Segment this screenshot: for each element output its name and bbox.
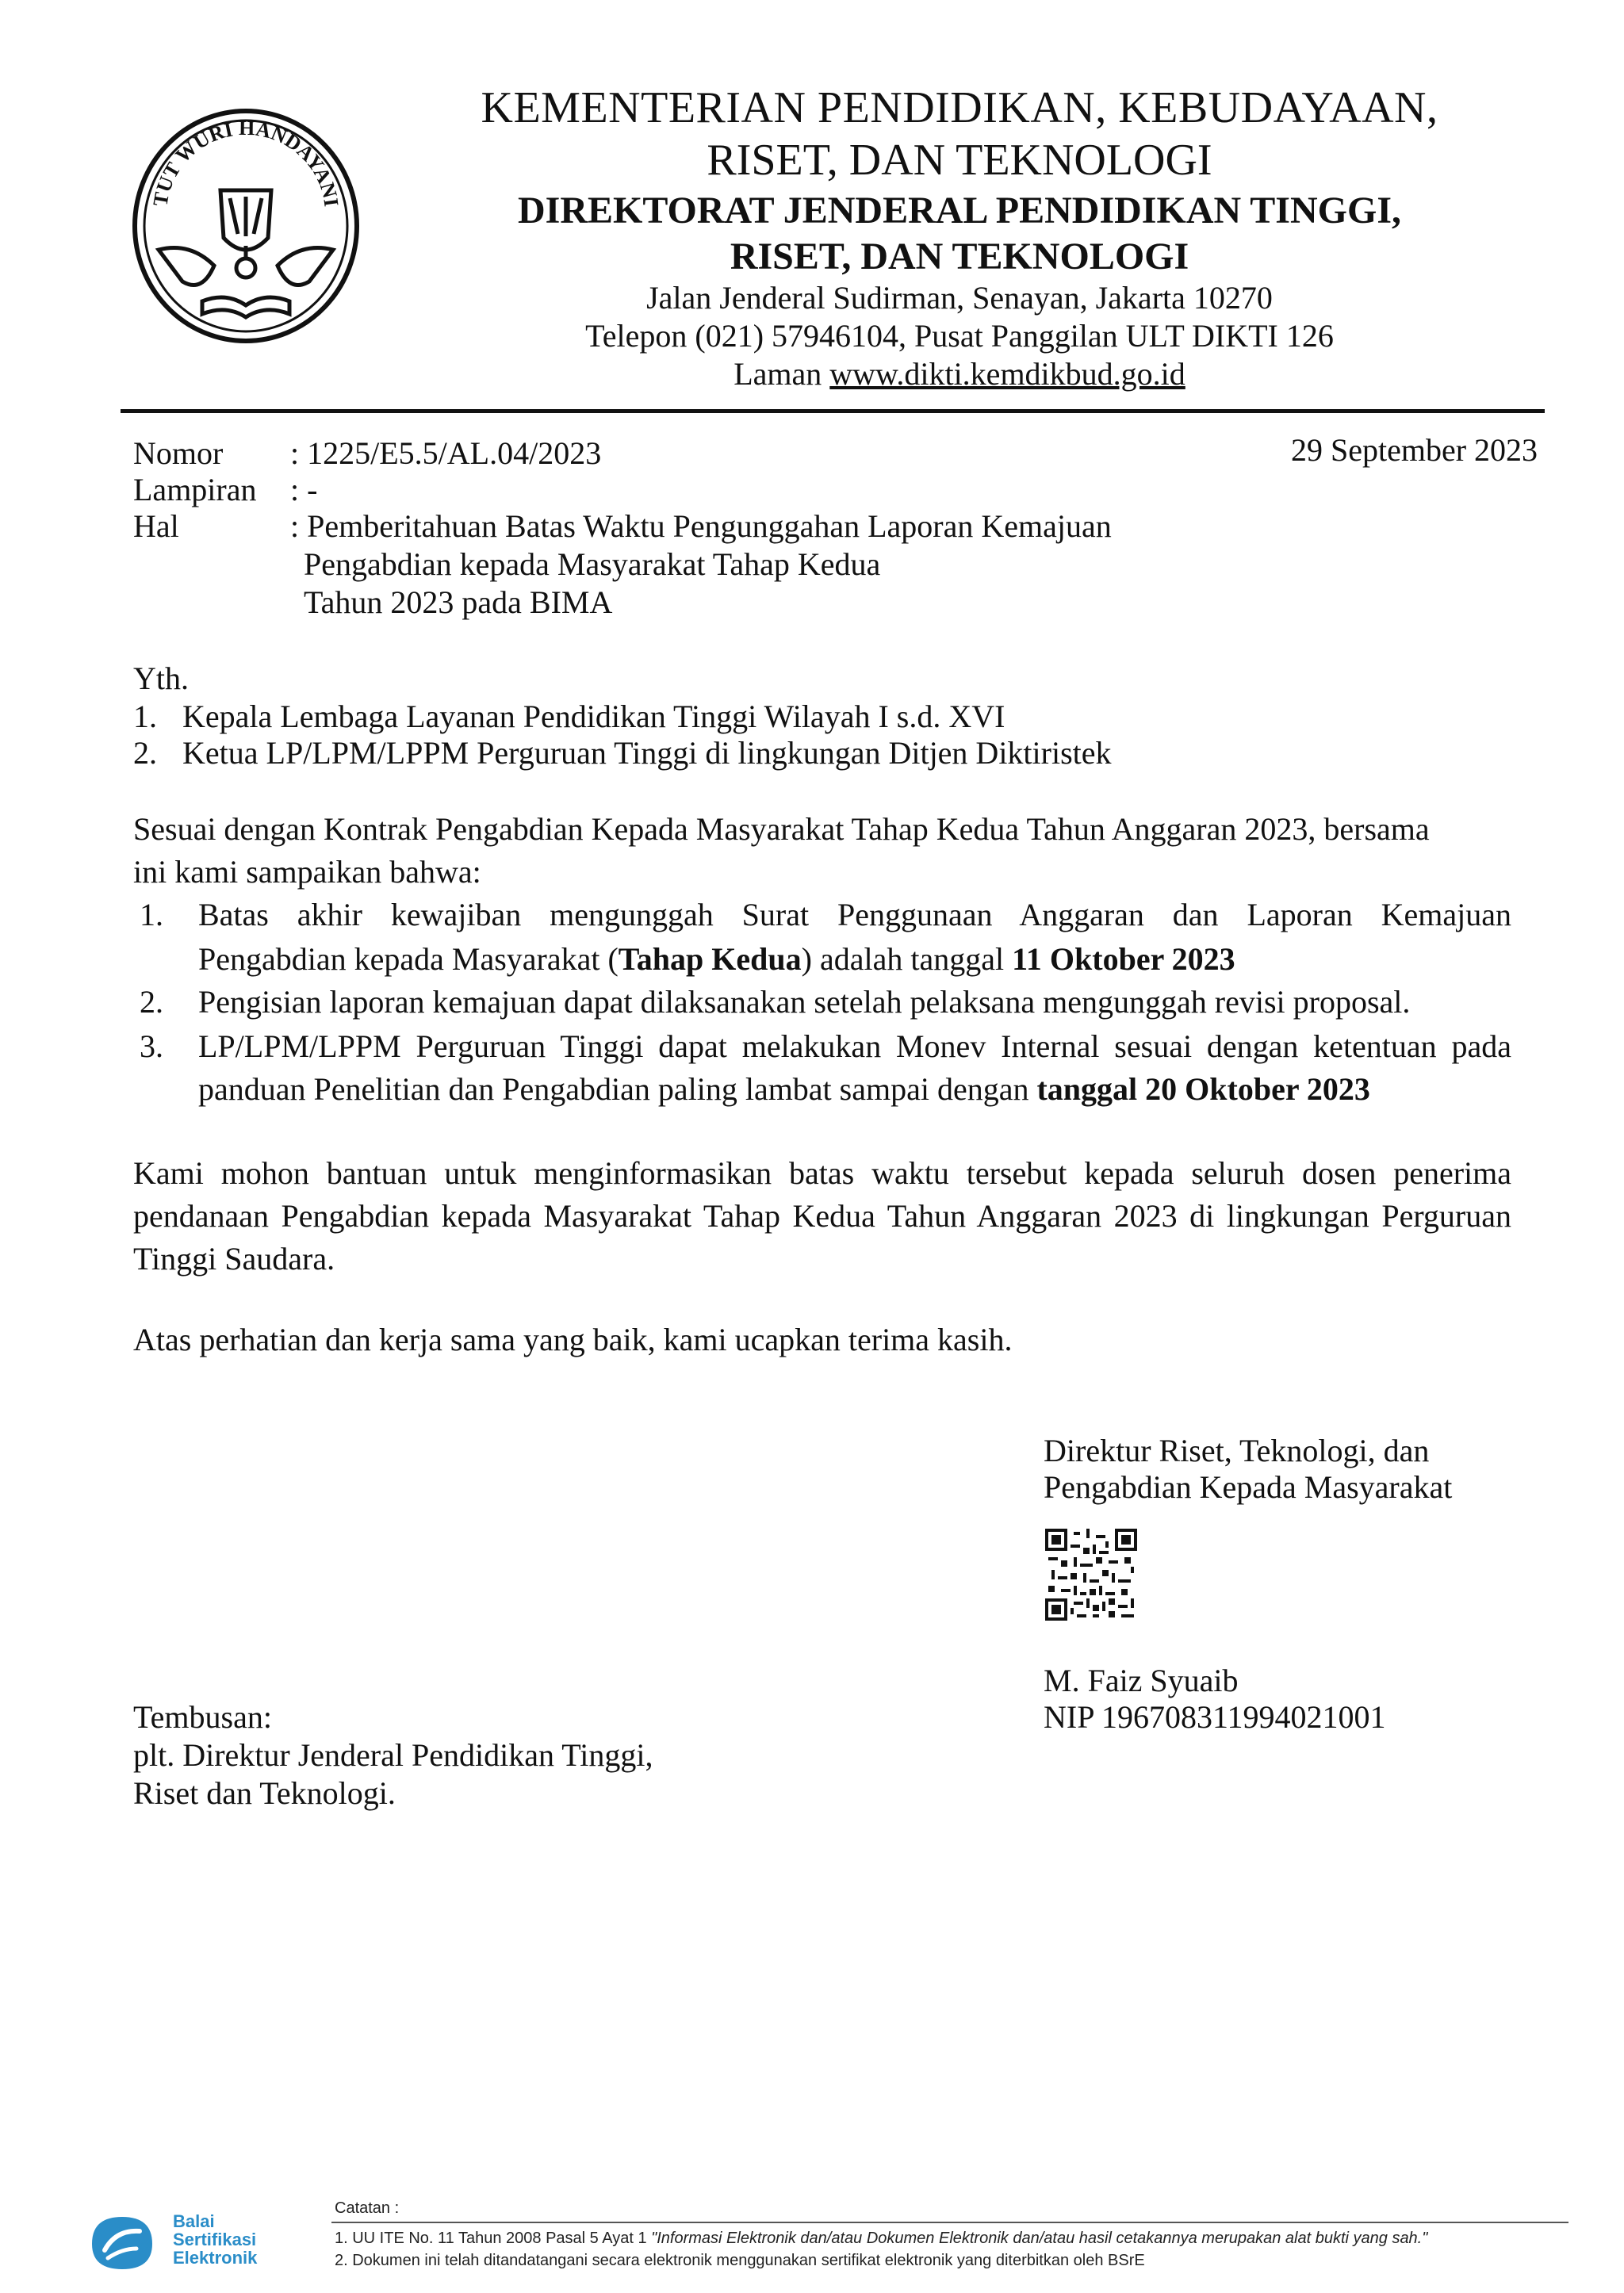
directorate-name-line1: DIREKTORAT JENDERAL PENDIDIKAN TINGGI,	[517, 189, 1401, 232]
lampiran-value: : -	[290, 472, 318, 507]
point-1-text-c: ) adalah tanggal	[801, 941, 1013, 977]
signatory-title-line1: Direktur Riset, Teknologi, dan	[1044, 1433, 1430, 1468]
directorate-name-line2: RISET, DAN TEKNOLOGI	[730, 235, 1189, 278]
intro-line1: Sesuai dengan Kontrak Pengabdian Kepada Masyarakat Tahap Kedua Tahun Anggaran 2023, bersama	[133, 811, 1430, 847]
svg-text:TUT WURI HANDAYANI	[148, 117, 343, 208]
bsre-line3: Elektronik	[173, 2248, 258, 2268]
signatory-name: M. Faiz Syuaib	[1044, 1663, 1239, 1698]
salutation: Yth.	[133, 660, 189, 696]
logo-text: TUT WURI HANDAYANI	[148, 116, 343, 209]
bsre-line2: Sertifikasi	[173, 2230, 257, 2249]
point-3-text-a: panduan Penelitian dan Pengabdian paling lambat sampai dengan	[198, 1071, 1037, 1107]
lampiran-label: Lampiran	[133, 472, 257, 507]
signatory-title-line2: Pengabdian Kepada Masyarakat	[1044, 1469, 1453, 1505]
point-1-stage: Tahap Kedua	[618, 941, 802, 977]
bsre-logo-icon	[84, 2209, 160, 2272]
hal-line2: Pengabdian kepada Masyarakat Tahap Kedua	[304, 546, 881, 582]
recipient-1-number: 1.	[133, 699, 157, 734]
recipient-2-number: 2.	[133, 735, 157, 771]
recipient-1: Kepala Lembaga Layanan Pendidikan Tinggi Wilayah I s.d. XVI	[182, 699, 1005, 734]
signatory-nip: NIP 196708311994021001	[1044, 1699, 1386, 1735]
point-1-number: 1.	[140, 897, 163, 932]
point-2-number: 2.	[140, 984, 163, 1020]
note-2: 2. Dokumen ini telah ditandatangani secara elektronik menggunakan sertifikat elektronik yang diterbitkan oleh BSrE	[335, 2252, 1145, 2269]
ministry-name-line2: RISET, DAN TEKNOLOGI	[707, 136, 1212, 185]
cc-label: Tembusan:	[133, 1699, 272, 1735]
note-1-prefix: 1. UU ITE No. 11 Tahun 2008 Pasal 5 Ayat 1	[335, 2230, 652, 2247]
ministry-name-line1: KEMENTERIAN PENDIDIKAN, KEBUDAYAAN,	[481, 83, 1438, 132]
point-1-line1: Batas akhir kewajiban mengunggah Surat Penggunaan Anggaran dan Laporan Kemajuan	[198, 897, 1511, 932]
point-3-number: 3.	[140, 1028, 163, 1064]
note-1-quote: "Informasi Elektronik dan/atau Dokumen Elektronik dan/atau hasil cetakannya merupakan alat bukti yang sah."	[651, 2230, 1428, 2247]
point-1-line2	[198, 940, 1235, 978]
website-link[interactable]: www.dikti.kemdikbud.go.id	[829, 356, 1185, 392]
intro-line2: ini kami sampaikan bahwa:	[133, 854, 481, 890]
point-1-deadline: 11 Oktober 2023	[1012, 941, 1235, 977]
website-prefix: Laman	[733, 356, 830, 392]
closing-line: Atas perhatian dan kerja sama yang baik, kami ucapkan terima kasih.	[133, 1322, 1013, 1357]
point-3-line2	[198, 1070, 1370, 1108]
point-1-text-a: Pengabdian kepada Masyarakat (	[198, 941, 619, 977]
phone: Telepon (021) 57946104, Pusat Panggilan ULT DIKTI 126	[585, 318, 1334, 354]
point-3-deadline: tanggal 20 Oktober 2023	[1036, 1071, 1370, 1107]
notes-divider	[331, 2222, 1568, 2223]
letter-date: 29 September 2023	[1291, 432, 1538, 468]
cc-line2: Riset dan Teknologi.	[133, 1775, 396, 1811]
header-divider	[121, 409, 1545, 413]
request-line1: Kami mohon bantuan untuk menginformasikan batas waktu tersebut kepada seluruh dosen penerima	[133, 1155, 1511, 1191]
website-line	[349, 355, 1570, 392]
bsre-name	[173, 2212, 257, 2267]
request-line2: pendanaan Pengabdian kepada Masyarakat Tahap Kedua Tahun Anggaran 2023 di lingkungan Perguruan	[133, 1198, 1511, 1234]
tut-wuri-handayani-logo	[127, 103, 365, 349]
request-line3: Tinggi Saudara.	[133, 1241, 335, 1277]
hal-label: Hal	[133, 508, 179, 544]
recipient-2: Ketua LP/LPM/LPPM Perguruan Tinggi di lingkungan Ditjen Diktiristek	[182, 735, 1112, 771]
hal-line3: Tahun 2023 pada BIMA	[304, 584, 613, 620]
note-1	[335, 2230, 1427, 2248]
qr-code-signature	[1045, 1529, 1137, 1621]
bsre-line1: Balai	[173, 2211, 215, 2231]
point-3-line1: LP/LPM/LPPM Perguruan Tinggi dapat melakukan Monev Internal sesuai dengan ketentuan pada	[198, 1028, 1511, 1064]
nomor-value: : 1225/E5.5/AL.04/2023	[290, 435, 602, 471]
address: Jalan Jenderal Sudirman, Senayan, Jakarta 10270	[646, 280, 1273, 316]
cc-line1: plt. Direktur Jenderal Pendidikan Tinggi,	[133, 1737, 653, 1773]
nomor-label: Nomor	[133, 435, 224, 471]
notes-title: Catatan :	[335, 2199, 400, 2217]
point-2-line1: Pengisian laporan kemajuan dapat dilaksanakan setelah pelaksana mengunggah revisi proposal.	[198, 984, 1411, 1020]
hal-line1: : Pemberitahuan Batas Waktu Pengunggahan Laporan Kemajuan	[290, 508, 1112, 544]
